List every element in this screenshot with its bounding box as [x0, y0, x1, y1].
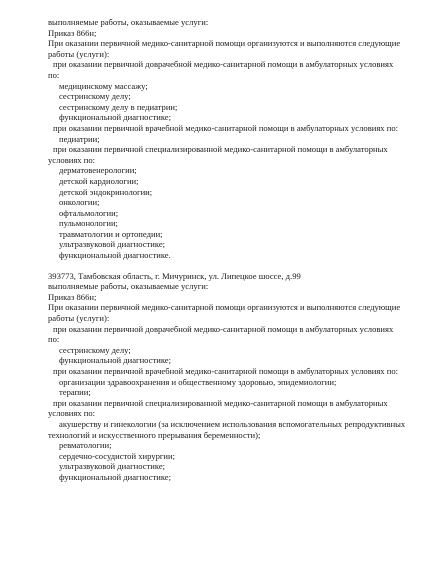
- text-line: Приказ 866н;: [48, 27, 97, 38]
- text-line: технологий и искусственного прерывания беременности);: [48, 429, 261, 440]
- text-line: по:: [48, 69, 60, 80]
- text-line: при оказании первичной специализированной медико-санитарной помощи в амбулаторных: [53, 144, 388, 155]
- text-line: ультразвуковой диагностике;: [59, 239, 166, 250]
- text-line: сердечно-сосудистой хирургии;: [59, 450, 176, 461]
- text-line: сестринскому делу в педиатрии;: [59, 101, 178, 112]
- text-line: 393773, Тамбовская область, г. Мичуринск, ул. Липецкое шоссе, д.99: [48, 270, 301, 281]
- text-line: выполняемые работы, оказываемые услуги:: [48, 281, 209, 292]
- text-line: при оказании первичной специализированной медико-санитарной помощи в амбулаторных: [53, 397, 388, 408]
- text-line: выполняемые работы, оказываемые услуги:: [48, 17, 209, 27]
- text-line: акушерству и гинекологии (за исключением использования вспомогательных репродуктивных: [59, 418, 406, 429]
- text-line: по:: [48, 334, 60, 345]
- text-line: условиях по:: [48, 154, 96, 165]
- text-line: функциональной диагностике;: [59, 112, 172, 123]
- license-section-2: [48, 271, 422, 483]
- text-line: офтальмологии;: [59, 207, 119, 218]
- text-line: пульмонологии;: [59, 218, 118, 229]
- text-line: При оказании первичной медико-санитарной помощи организуются и выполняются следующие: [48, 38, 401, 49]
- text-line: при оказании первичной врачебной медико-санитарной помощи в амбулаторных условиях по:: [53, 122, 399, 133]
- text-line: при оказании первичной врачебной медико-санитарной помощи в амбулаторных условиях по:: [53, 366, 399, 376]
- text-line: медицинскому массажу;: [59, 80, 148, 91]
- text-line: Приказ 866н;: [48, 291, 97, 302]
- text-line: При оказании первичной медико-санитарной помощи организуются и выполняются следующие: [48, 302, 401, 313]
- text-line: условиях по:: [48, 408, 96, 419]
- text-line: при оказании первичной доврачебной медико-санитарной помощи в амбулаторных условиях: [53, 59, 394, 70]
- document-text: [48, 17, 422, 483]
- text-line: сестринскому делу;: [59, 344, 131, 355]
- text-line: терапии;: [59, 387, 91, 398]
- text-line: функциональной диагностике.: [59, 250, 171, 261]
- text-line: ультразвуковой диагностике;: [59, 461, 166, 472]
- text-line: педиатрии;: [59, 133, 100, 144]
- text-line: сестринскому делу;: [59, 91, 131, 102]
- text-line: функциональной диагностике;: [59, 355, 172, 366]
- text-line: детской эндокринологии;: [59, 186, 153, 197]
- text-line: онкологии;: [59, 197, 100, 208]
- license-section-1: [48, 17, 422, 261]
- text-line: ревматологии;: [59, 440, 112, 451]
- text-line: травматологии и ортопедии;: [59, 228, 163, 239]
- text-line: дерматовенерологии;: [59, 165, 137, 176]
- text-line: детской кардиологии;: [59, 175, 139, 186]
- text-line: при оказании первичной доврачебной медико-санитарной помощи в амбулаторных условиях: [53, 323, 394, 334]
- text-line: организации здравоохранения и общественному здоровью, эпидемиологии;: [59, 376, 337, 387]
- text-line: работы (услуги):: [48, 313, 110, 324]
- text-line: функциональной диагностике;: [59, 471, 172, 482]
- section-gap: [48, 261, 422, 271]
- text-line: работы (услуги):: [48, 48, 110, 59]
